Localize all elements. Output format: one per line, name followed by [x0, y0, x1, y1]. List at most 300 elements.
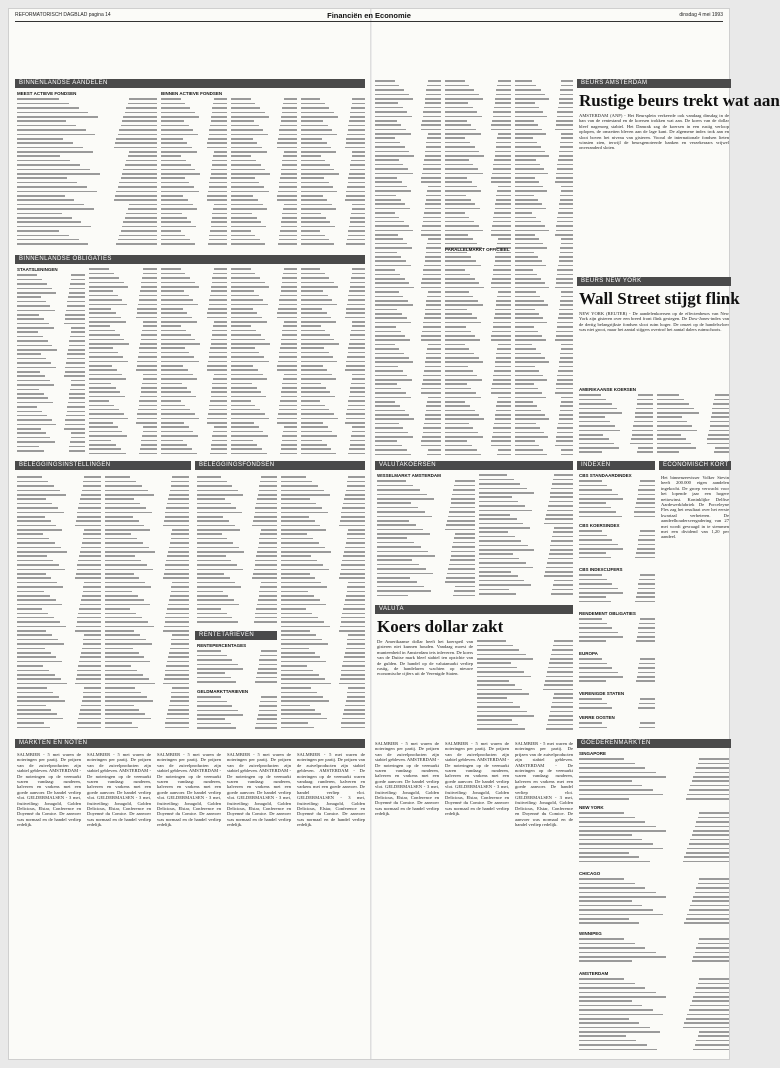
row-label — [445, 361, 483, 363]
row-label — [515, 313, 539, 315]
row-value — [71, 432, 85, 434]
row-label — [445, 313, 472, 315]
row-label — [515, 423, 536, 425]
row-value — [69, 288, 85, 290]
row-label — [17, 419, 52, 421]
row-label — [197, 714, 243, 716]
row-value — [421, 129, 441, 131]
row-value — [347, 356, 365, 358]
row-value — [558, 370, 573, 372]
row-label — [281, 538, 313, 540]
row-value — [123, 116, 157, 118]
row-label — [161, 147, 192, 149]
row-value — [496, 410, 511, 412]
row-label — [161, 453, 197, 455]
row-label — [197, 659, 232, 661]
table-rows — [197, 695, 277, 730]
row-value — [638, 447, 653, 449]
table-rows — [479, 473, 573, 596]
row-label — [515, 454, 547, 456]
row-value — [341, 621, 365, 623]
subhead-singapore: SINGAPORE — [579, 751, 607, 756]
row-value — [347, 533, 365, 535]
row-label — [445, 234, 468, 236]
row-value — [281, 116, 297, 118]
row-label — [301, 199, 327, 201]
row-label — [375, 98, 413, 100]
table-index-1 — [579, 479, 655, 519]
row-label — [445, 282, 479, 284]
row-value — [136, 369, 157, 371]
row-value — [554, 580, 573, 582]
row-label — [301, 426, 328, 428]
row-label — [197, 494, 243, 496]
row-label — [161, 116, 199, 118]
row-value — [71, 331, 85, 333]
row-value — [712, 408, 729, 410]
row-label — [657, 394, 679, 396]
row-value — [345, 369, 365, 371]
row-label — [515, 137, 533, 139]
row-label — [281, 564, 323, 566]
row-label — [301, 226, 335, 228]
row-value — [165, 722, 189, 724]
row-value — [347, 586, 365, 588]
row-value — [630, 443, 653, 445]
row-label — [281, 639, 322, 641]
row-label — [17, 195, 65, 197]
row-value — [452, 546, 475, 548]
row-value — [136, 422, 157, 424]
row-label — [17, 406, 37, 408]
row-value — [352, 374, 365, 376]
row-label — [281, 481, 312, 483]
row-value — [77, 617, 101, 619]
row-value — [83, 538, 101, 540]
row-label — [515, 440, 535, 442]
row-label — [161, 186, 194, 188]
row-value — [561, 344, 573, 346]
row-label — [579, 451, 602, 453]
row-value — [348, 295, 365, 297]
row-value — [172, 687, 189, 689]
row-value — [561, 186, 573, 188]
table-rows — [579, 479, 655, 519]
row-label — [231, 413, 265, 415]
row-label — [281, 591, 308, 593]
row-label — [161, 134, 198, 136]
row-value — [696, 767, 729, 769]
row-value — [637, 636, 655, 638]
row-value — [557, 379, 573, 381]
row-value — [79, 661, 101, 663]
row-label — [579, 667, 612, 669]
row-label — [161, 277, 190, 279]
row-value — [346, 308, 365, 310]
row-value — [348, 129, 365, 131]
row-value — [210, 400, 227, 402]
row-label — [375, 269, 395, 271]
row-value — [352, 431, 365, 433]
row-label — [161, 431, 193, 433]
row-value — [142, 330, 157, 332]
row-value — [209, 405, 227, 407]
row-value — [257, 498, 277, 500]
row-value — [209, 186, 227, 188]
row-label — [445, 300, 478, 302]
table-row — [579, 555, 655, 559]
row-value — [71, 384, 85, 386]
row-value — [167, 608, 189, 610]
row-label — [479, 510, 532, 512]
row-label — [197, 599, 234, 601]
row-label — [515, 410, 541, 412]
row-value — [556, 278, 573, 280]
subhead-new-york: NEW YORK — [579, 805, 604, 810]
row-label — [17, 490, 60, 492]
row-label — [579, 839, 642, 841]
row-value — [67, 406, 85, 408]
row-label — [231, 177, 255, 179]
row-label — [105, 670, 137, 672]
row-value — [278, 191, 297, 193]
row-label — [281, 577, 315, 579]
row-value — [560, 410, 573, 412]
row-value — [561, 449, 573, 451]
row-label — [579, 905, 642, 907]
row-label — [301, 155, 321, 157]
row-value — [280, 347, 297, 349]
row-value — [494, 265, 511, 267]
row-value — [348, 177, 365, 179]
row-value — [170, 595, 189, 597]
row-value — [212, 213, 227, 215]
row-label — [579, 636, 623, 638]
row-label — [231, 365, 253, 367]
row-value — [422, 436, 441, 438]
row-label — [105, 630, 134, 632]
row-value — [211, 116, 227, 118]
row-value — [339, 683, 365, 685]
row-label — [197, 608, 221, 610]
row-label — [301, 134, 337, 136]
row-value — [544, 523, 573, 525]
row-value — [280, 125, 297, 127]
row-value — [421, 287, 441, 289]
table-rows — [445, 79, 511, 457]
row-value — [78, 718, 101, 720]
row-value — [560, 247, 573, 249]
row-value — [544, 575, 573, 577]
row-value — [114, 199, 157, 201]
row-value — [255, 560, 277, 562]
row-value — [252, 577, 277, 579]
row-label — [231, 347, 255, 349]
row-value — [687, 848, 729, 850]
headline-koers-dollar: Koers dollar zakt — [377, 617, 504, 636]
row-value — [715, 447, 729, 449]
row-value — [498, 133, 511, 135]
row-label — [231, 405, 255, 407]
row-label — [375, 414, 409, 416]
row-value — [141, 444, 157, 446]
row-value — [696, 987, 729, 989]
row-value — [284, 268, 297, 270]
row-value — [496, 195, 511, 197]
row-label — [231, 440, 253, 442]
row-value — [639, 663, 655, 665]
row-value — [126, 160, 157, 162]
row-label — [301, 330, 325, 332]
row-label — [515, 164, 540, 166]
row-value — [139, 405, 157, 407]
table-rows — [657, 393, 729, 454]
row-label — [515, 217, 536, 219]
row-label — [231, 282, 265, 284]
row-value — [424, 423, 441, 425]
row-label — [375, 454, 411, 456]
row-label — [301, 343, 339, 345]
row-value — [214, 426, 227, 428]
row-value — [75, 683, 101, 685]
row-value — [258, 714, 277, 716]
row-value — [209, 304, 227, 306]
row-value — [171, 538, 189, 540]
row-label — [445, 427, 473, 429]
row-value — [255, 727, 277, 729]
row-value — [428, 186, 441, 188]
row-label — [445, 159, 469, 161]
row-label — [375, 129, 406, 131]
row-label — [197, 560, 231, 562]
row-label — [515, 287, 549, 289]
row-label — [477, 667, 517, 669]
row-label — [375, 85, 399, 87]
row-value — [209, 235, 227, 237]
row-label — [579, 403, 612, 405]
row-label — [17, 621, 60, 623]
row-label — [479, 523, 523, 525]
markten-column-2: SALMBIER - 5 mei waren de noteringen per partij. De prijzen van de zuivelproducten zijn stabiel gebleven. AMSTERDAM - De noteringen op de veemarkt waren vandaag: runderen, kalveren en varkens met een goede aanvoer. De handel verliep vlot. GELDERMALSEN - 3 mei, fruitveiling: Jonagold, Golden Delicious, Elstar, Conference en Doyenné du Comice. De aanvoer was normaal en de handel verliep redelijk. — [87, 752, 151, 828]
row-value — [450, 559, 475, 561]
row-value — [261, 476, 277, 478]
section-beleggingsfondsen: BELEGGINGSFONDSEN — [195, 461, 365, 470]
row-value — [698, 883, 730, 885]
row-label — [445, 423, 469, 425]
row-label — [445, 190, 481, 192]
row-label — [231, 217, 257, 219]
row-value — [425, 98, 441, 100]
row-value — [639, 535, 655, 537]
markten-column-8: SALMBIER - 5 mei waren de noteringen per partij. De prijzen van de zuivelproducten zijn stabiel gebleven. AMSTERDAM - De noteringen op de veemarkt waren vandaag: runderen, kalveren en varkens met een goede aanvoer. De handel verliep vlot. GELDERMALSEN - 3 mei, fruitveiling: Jonagold, Golden Delicious, Elstar, Conference en Doyenné du Comice. De aanvoer was normaal en de handel verliep redelijk. — [515, 741, 573, 828]
row-value — [211, 396, 228, 398]
row-value — [259, 591, 277, 593]
row-value — [66, 415, 85, 417]
row-label — [579, 672, 618, 674]
row-label — [445, 326, 466, 328]
row-label — [301, 235, 325, 237]
row-label — [197, 677, 231, 679]
row-value — [425, 208, 442, 210]
row-value — [76, 520, 101, 522]
row-label — [579, 707, 612, 709]
row-label — [89, 435, 127, 437]
table-row — [579, 514, 655, 518]
row-value — [277, 142, 297, 144]
row-value — [209, 352, 227, 354]
row-label — [105, 713, 145, 715]
row-value — [493, 116, 511, 118]
row-value — [557, 168, 573, 170]
subhead-cbs-koersindex: CBS KOERSINDEX — [579, 523, 620, 528]
row-label — [231, 120, 254, 122]
row-value — [556, 388, 573, 390]
section-valutakoersen: VALUTAKOERSEN — [375, 461, 573, 470]
row-label — [515, 291, 536, 293]
row-label — [657, 403, 689, 405]
row-label — [231, 361, 269, 363]
row-label — [105, 577, 139, 579]
row-label — [375, 195, 396, 197]
row-label — [515, 418, 549, 420]
row-value — [137, 418, 157, 420]
row-value — [207, 312, 227, 314]
row-label — [477, 693, 529, 695]
row-value — [71, 279, 85, 281]
row-value — [255, 617, 277, 619]
row-value — [637, 498, 655, 500]
row-value — [491, 124, 511, 126]
row-label — [161, 155, 181, 157]
row-label — [17, 494, 66, 496]
row-label — [377, 502, 411, 504]
row-value — [277, 365, 297, 367]
row-label — [479, 474, 507, 476]
row-label — [17, 656, 56, 658]
row-value — [281, 120, 298, 122]
row-value — [164, 678, 189, 680]
row-label — [89, 440, 111, 442]
row-label — [197, 498, 225, 500]
row-value — [424, 159, 441, 161]
row-value — [341, 722, 365, 724]
row-value — [495, 418, 512, 420]
row-value — [77, 621, 101, 623]
row-label — [17, 670, 49, 672]
row-label — [89, 422, 113, 424]
row-value — [83, 533, 101, 535]
row-value — [428, 449, 441, 451]
row-label — [197, 573, 224, 575]
row-value — [282, 387, 297, 389]
table-row — [515, 452, 573, 456]
row-label — [515, 212, 532, 214]
row-value — [171, 692, 189, 694]
row-label — [377, 507, 418, 509]
row-label — [161, 112, 195, 114]
row-value — [210, 295, 227, 297]
row-value — [345, 147, 365, 149]
row-label — [105, 525, 144, 527]
row-label — [375, 217, 399, 219]
row-label — [89, 378, 126, 380]
row-value — [351, 383, 365, 385]
row-value — [281, 173, 298, 175]
row-label — [89, 325, 110, 327]
table-row — [89, 451, 157, 455]
row-value — [347, 591, 365, 593]
row-value — [715, 394, 729, 396]
row-label — [445, 440, 467, 442]
row-value — [255, 512, 277, 514]
row-label — [479, 580, 524, 582]
row-value — [352, 151, 365, 153]
row-value — [168, 551, 189, 553]
row-label — [579, 947, 645, 949]
row-value — [212, 164, 227, 166]
row-label — [657, 399, 684, 401]
row-value — [171, 643, 189, 645]
row-label — [579, 887, 645, 889]
row-label — [17, 722, 44, 724]
row-label — [231, 160, 256, 162]
row-value — [684, 922, 729, 924]
row-value — [560, 94, 573, 96]
row-value — [282, 107, 297, 109]
row-value — [347, 485, 365, 487]
row-value — [492, 225, 511, 227]
row-value — [137, 312, 157, 314]
row-label — [281, 494, 330, 496]
row-value — [695, 826, 730, 828]
row-value — [258, 668, 277, 670]
row-label — [197, 564, 237, 566]
row-value — [76, 678, 101, 680]
row-label — [17, 450, 44, 452]
row-label — [105, 569, 153, 571]
row-label — [17, 204, 84, 206]
row-label — [375, 243, 407, 245]
row-label — [17, 573, 46, 575]
row-label — [515, 102, 535, 104]
row-value — [493, 274, 511, 276]
row-value — [491, 181, 511, 183]
row-value — [164, 520, 189, 522]
row-value — [214, 374, 227, 376]
row-value — [211, 120, 228, 122]
row-label — [579, 627, 612, 629]
row-label — [105, 533, 131, 535]
row-label — [657, 416, 682, 418]
row-value — [282, 217, 297, 219]
row-label — [231, 164, 261, 166]
row-value — [350, 286, 365, 288]
row-value — [137, 413, 157, 415]
row-value — [352, 204, 365, 206]
row-value — [280, 453, 297, 455]
row-value — [696, 1040, 729, 1042]
row-value — [347, 696, 365, 698]
row-value — [349, 120, 365, 122]
row-value — [213, 431, 227, 433]
markten-column-7: SALMBIER - 5 mei waren de noteringen per partij. De prijzen van de zuivelproducten zijn stabiel gebleven. AMSTERDAM - De noteringen op de veemarkt waren vandaag: runderen, kalveren en varkens met een goede aanvoer. De handel verliep vlot. GELDERMALSEN - 3 mei, fruitveiling: Jonagold, Golden Delicious, Elstar, Conference en Doyenné du Comice. De aanvoer was normaal en de handel verliep redelijk. — [445, 741, 509, 817]
row-label — [231, 396, 266, 398]
row-value — [640, 480, 655, 482]
header-rule — [15, 21, 723, 22]
row-label — [301, 243, 334, 245]
row-label — [231, 308, 253, 310]
row-value — [211, 290, 228, 292]
